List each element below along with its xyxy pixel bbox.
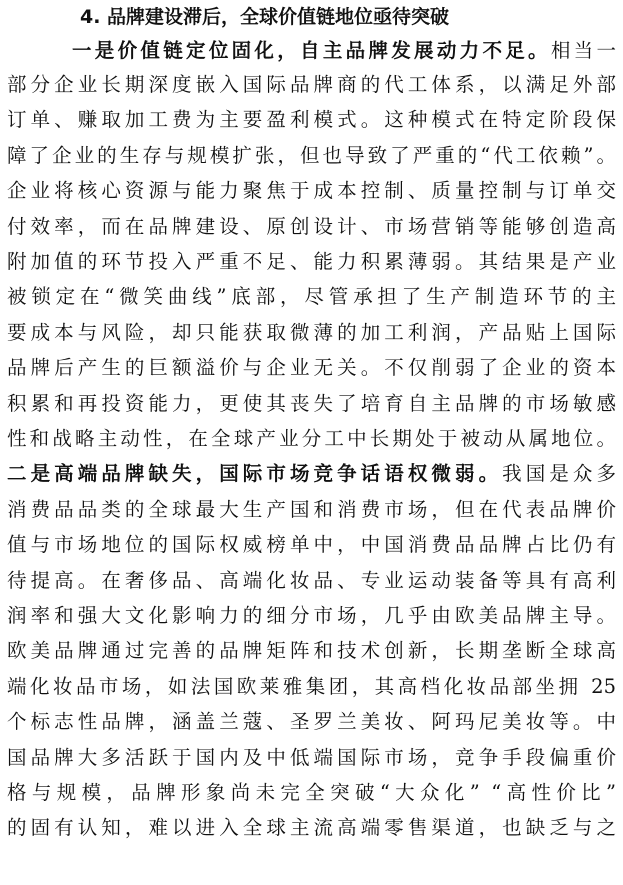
p2-line-5: 润率和强大文化影响力的细分市场，几乎由欧美品牌主导。 (7, 604, 616, 627)
p1-line-4: 障了企业的生存与规模扩张，但也导致了严重的“代工依赖”。 (7, 144, 616, 167)
p1-line-1-text: 相当一 (550, 39, 616, 62)
p2-line-3: 值与市场地位的国际权威榜单中，中国消费品品牌占比仍有 (7, 533, 616, 556)
p2-line-1 (0, 455, 623, 493)
p1-line-11: 积累和再投资能力，更使其丧失了培育自主品牌的市场敏感 (7, 392, 616, 415)
p1-line-8: 被锁定在“微笑曲线”底部，尽管承担了生产制造环节的主 (7, 285, 616, 308)
p1-line-6: 付效率，而在品牌建设、原创设计、市场营销等能够创造高 (7, 215, 616, 238)
section-heading: 4. 品牌建设滞后，全球价值链地位亟待突破 (80, 6, 450, 28)
p1-line-2: 部分企业长期深度嵌入国际品牌商的代工体系，以满足外部 (7, 73, 616, 96)
p1-line-1 (0, 32, 623, 70)
p2-line-8: 个标志性品牌，涵盖兰蔻、圣罗兰美妆、阿玛尼美妆等。中 (7, 710, 616, 733)
p2-line-9: 国品牌大多活跃于国内及中低端国际市场，竞争手段偏重价 (7, 746, 616, 769)
p2-line-4: 待提高。在奢侈品、高端化妆品、专业运动装备等具有高利 (7, 569, 616, 592)
p1-line-10: 品牌后产生的巨额溢价与企业无关。不仅削弱了企业的资本 (7, 356, 616, 379)
p2-line-11: 的固有认知，难以进入全球主流高端零售渠道，也缺乏与之 (7, 816, 616, 839)
p1-line-3: 订单、赚取加工费为主要盈利模式。这种模式在特定阶段保 (7, 108, 616, 131)
p1-line-12: 性和战略主动性，在全球产业分工中长期处于被动从属地位。 (7, 427, 616, 450)
p2-line-2: 消费品品类的全球最大生产国和消费市场，但在代表品牌价 (7, 498, 616, 521)
p2-lead: 二是高端品牌缺失，国际市场竞争话语权微弱。 (7, 462, 503, 485)
p1-line-5: 企业将核心资源与能力聚焦于成本控制、质量控制与订单交 (7, 179, 616, 202)
p2-line-7: 端化妆品市场，如法国欧莱雅集团，其高档化妆品部坐拥 25 (7, 675, 616, 698)
p2-line-6: 欧美品牌通过完善的品牌矩阵和技术创新，长期垄断全球高 (7, 639, 616, 662)
p1-line-7: 附加值的环节投入严重不足、能力积累薄弱。其结果是产业 (7, 250, 616, 273)
p1-lead: 一是价值链定位固化，自主品牌发展动力不足。 (72, 39, 551, 62)
p2-line-1-text: 我国是众多 (502, 462, 616, 485)
p2-line-10: 格与规模，品牌形象尚未完全突破“大众化” “高性价比” (7, 781, 616, 804)
p1-line-9: 要成本与风险，却只能获取微薄的加工利润，产品贴上国际 (7, 321, 616, 344)
